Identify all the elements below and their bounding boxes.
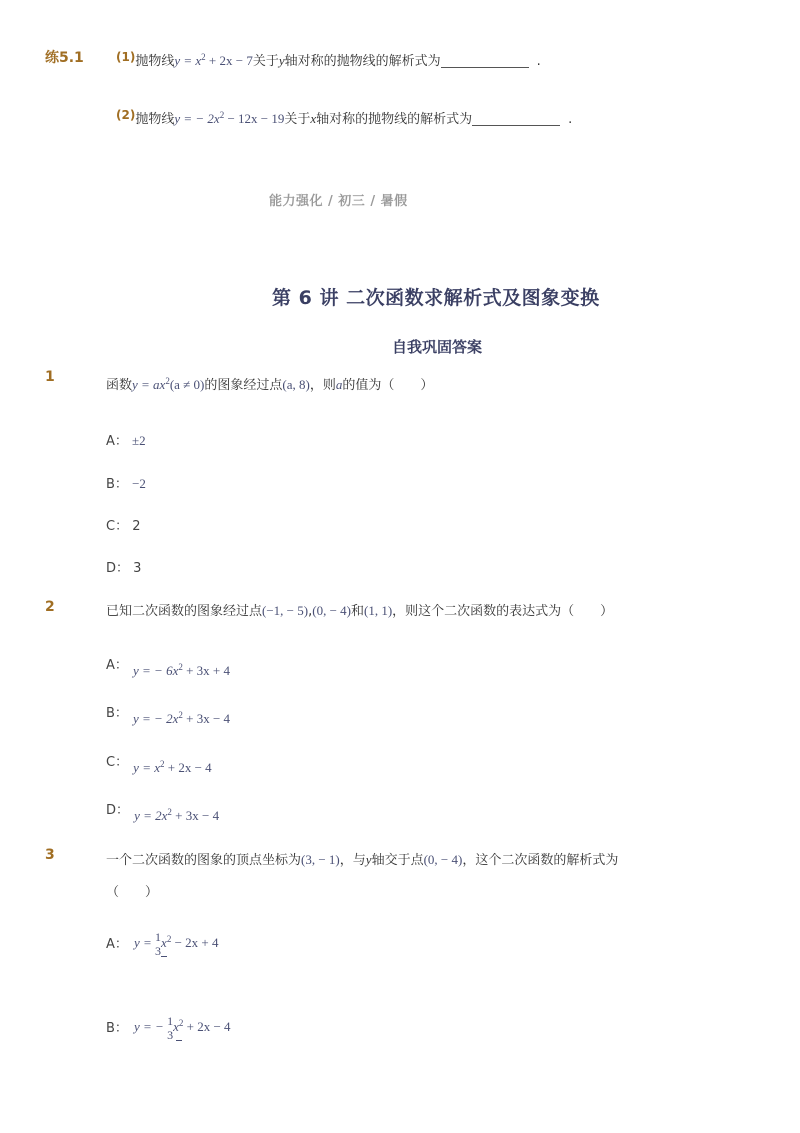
practice-item-2 [116,108,572,127]
breadcrumb: 能力强化 / 初三 / 暑假 [269,194,408,209]
answer-blank[interactable] [441,53,529,68]
fraction-bar [161,956,167,957]
answer-blank[interactable] [472,111,560,126]
option-d[interactable]: $^{D:}$ $y = 2x^2 + 3x - 4$ [106,803,220,823]
practice-item-text: 关于 [284,112,311,127]
question-text-line2: （ ） [106,885,159,900]
equation: y = − $2x^2 - 12x - 19$ [174,110,285,126]
option-d[interactable]: D： 3 [106,561,142,576]
equation: $y = x^2 + 2x - 7$ [174,52,253,68]
section-title: 自我巩固答案 [392,338,483,356]
fraction: 1 3 [155,930,162,958]
practice-item-text: 轴对称的抛物线的解析式为 [316,112,473,127]
question-number: 3 [45,847,55,863]
option-a[interactable]: $^{A:}$ y = − $6x^2 + 3x + 4$ [106,658,231,678]
practice-item-number: (2) [116,108,136,122]
period: . [568,112,573,127]
fraction: 1 3 [167,1014,174,1042]
lesson-title: 第 6 讲 二次函数求解析式及图象变换 [272,287,600,309]
period: . [536,54,541,69]
option-b[interactable]: B： −2 [106,476,146,492]
option-b-label[interactable]: B： [106,1021,128,1036]
option-a[interactable]: A： ±2 [106,433,146,449]
question-number: 1 [45,369,55,385]
option-a[interactable]: y = 1 3 $x^2 - 2x + 4$ [134,930,219,958]
practice-item-1 [116,50,541,69]
option-c[interactable]: C： 2 [106,519,141,534]
option-b[interactable]: y = − 1 3 $x^2 + 2x - 4$ [134,1014,231,1042]
option-c[interactable]: $^{C:}$ $y = x^2 + 2x - 4$ [106,755,212,775]
question-text: 函数$y = ax^2(a \ne 0)$的图象经过点(a, 8)，则a的值为（ ） [106,376,434,393]
option-a-label[interactable]: A： [106,937,128,952]
practice-item-text: 关于 [252,54,279,69]
question-number: 2 [45,599,55,615]
option-b[interactable]: $^{B:}$ y = − $2x^2 + 3x - 4$ [106,706,231,726]
practice-item-text: 轴对称的抛物线的解析式为 [284,54,441,69]
axis-variable: x [310,111,317,126]
practice-item-text: 抛物线 [135,54,175,69]
practice-label: 练5.1 [45,50,84,66]
fraction-bar [176,1040,182,1041]
question-text: 一个二次函数的图象的顶点坐标为(3, − 1)，与y轴交于点(0, − 4)，这个二次函数的解析式为 [106,852,619,868]
question-text: 已知二次函数的图象经过点(−1, − 5),(0, − 4)和(1, 1)，则这个二次函数的表达式为（ ） [106,603,614,619]
practice-item-text: 抛物线 [135,112,175,127]
axis-variable: y [278,53,285,68]
practice-item-number: (1) [116,50,136,64]
